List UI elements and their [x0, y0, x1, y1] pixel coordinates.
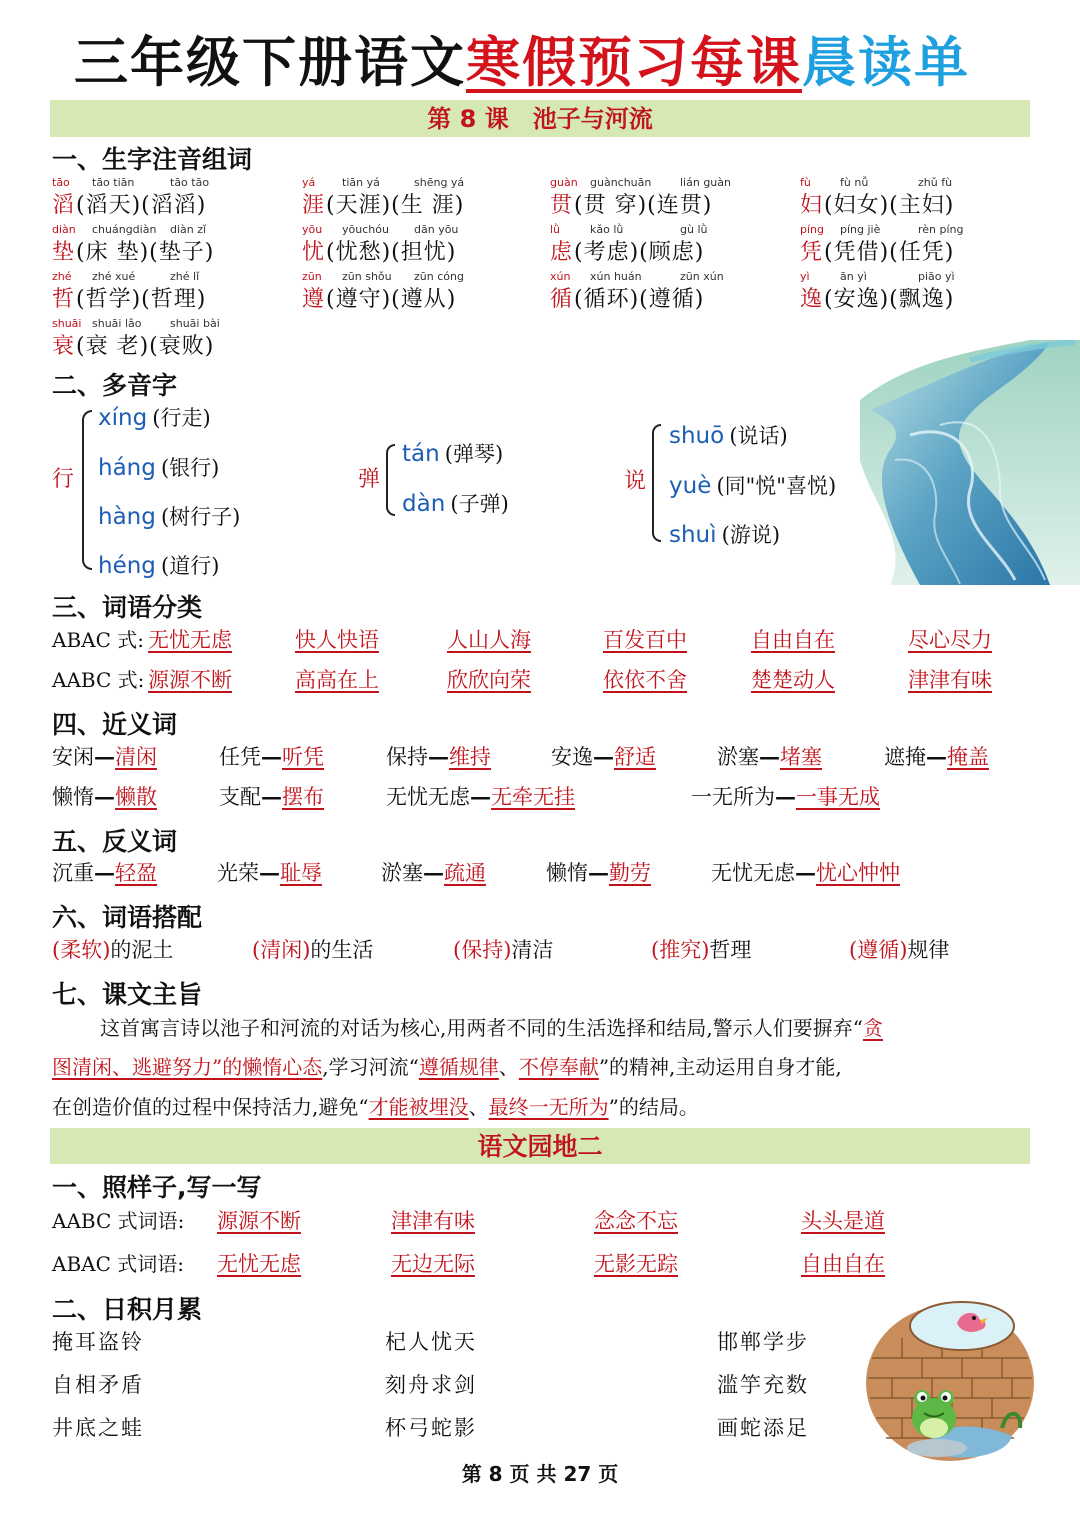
collocation-answer-word: 柔软 [60, 938, 103, 962]
answer-word: 源源不断 [148, 668, 232, 692]
synonym-pair [884, 741, 989, 771]
antonym-pair [711, 857, 900, 887]
pinyin-char: lǜ [550, 223, 561, 236]
pair-dash: — [795, 860, 816, 885]
pair-answer: 耻辱 [280, 861, 322, 885]
brace-shuo [652, 424, 661, 542]
pair-answer: 掩盖 [947, 745, 989, 769]
pinyin-word: tāo tiān [92, 176, 135, 189]
pinyin-word: piāo yì [918, 270, 955, 283]
pair-answer: 疏通 [444, 861, 486, 885]
pair-answer: 清闲 [115, 745, 157, 769]
pinyin-char: píng [800, 223, 824, 236]
vocab-words: (贯 穿)(连贯) [574, 193, 713, 218]
collocation-answer-word: 遵循 [857, 938, 900, 962]
idiom: 杯弓蛇影 [385, 1416, 477, 1440]
pair-answer: 堵塞 [780, 745, 822, 769]
synonym-pair [52, 741, 157, 771]
pair-word: 无忧无虑 [386, 785, 470, 809]
vocab-char: 滔 [52, 193, 76, 218]
pinyin-word: zhé lǐ [170, 270, 200, 283]
polyphone-entry: tán (弹琴) [402, 441, 504, 467]
vocab-words: (凭借)(任凭) [824, 240, 955, 265]
page-title [74, 28, 970, 98]
idiom: 杞人忧天 [385, 1330, 477, 1354]
vocab-char: 逸 [800, 287, 824, 312]
collocation-item [453, 934, 553, 964]
collocation-answer: ( [849, 938, 858, 962]
vocab-words: (忧愁)(担忧) [326, 240, 457, 265]
pair-word: 懒惰 [546, 861, 588, 885]
collocation-item [651, 934, 751, 964]
pinyin-word: tāo tāo [170, 176, 210, 189]
collocation-item [52, 934, 173, 964]
synonym-pair [219, 741, 324, 771]
synonym-pair [219, 781, 324, 811]
pair-dash: — [428, 744, 449, 769]
pair-dash: — [261, 784, 282, 809]
antonym-pair [217, 857, 322, 887]
collocation-item [849, 934, 949, 964]
section-5-heading: 五、反义词 [52, 827, 178, 856]
title-part-3: 晨读单 [802, 31, 970, 94]
pair-word: 安闲 [52, 745, 94, 769]
collocation-answer: ) [102, 938, 111, 962]
pinyin-word: kǎo lǜ [590, 223, 624, 236]
answer-word: 百发百中 [603, 628, 687, 652]
answer-word: 无边无际 [391, 1252, 475, 1276]
pinyin-word: ān yì [840, 270, 867, 283]
pair-word: 无忧无虑 [711, 861, 795, 885]
collocation-answer: ( [52, 938, 61, 962]
pair-dash: — [775, 784, 796, 809]
answer-word: 尽心尽力 [908, 628, 992, 652]
pair-answer: 维持 [449, 745, 491, 769]
pair-answer: 舒适 [614, 745, 656, 769]
vocab-words: (安逸)(飘逸) [824, 287, 955, 312]
pair-dash: — [759, 744, 780, 769]
vocab-char: 遵 [302, 287, 326, 312]
pair-word: 懒惰 [52, 785, 94, 809]
pair-dash: — [94, 860, 115, 885]
polyphone-entry: shuō (说话) [669, 423, 788, 449]
pinyin-word: dān yōu [414, 223, 459, 236]
vocab-words: (衰 老)(衰败) [76, 334, 215, 359]
synonym-pair [691, 781, 880, 811]
answer-word: 念念不忘 [594, 1209, 678, 1233]
antonym-pair [52, 857, 157, 887]
answer-word: 依依不舍 [603, 668, 687, 692]
answer-word: 自由自在 [751, 628, 835, 652]
brace-xing [82, 410, 92, 570]
pair-word: 淤塞 [717, 745, 759, 769]
collocation-answer-word: 保持 [461, 938, 504, 962]
pinyin-word: xún huán [590, 270, 642, 283]
garden-title: 语文园地二 [477, 1132, 603, 1161]
answer-word: 无忧无虑 [217, 1252, 301, 1276]
polyphone-entry: shuì (游说) [669, 522, 781, 548]
summary-line-1: 这首寓言诗以池子和河流的对话为核心,用两者不同的生活选择和结局,警示人们要摒弃“贪 [100, 1016, 883, 1040]
pair-word: 任凭 [219, 745, 261, 769]
pair-answer: 摆布 [282, 785, 324, 809]
pinyin-char: zūn [302, 270, 322, 283]
idiom: 掩耳盗铃 [52, 1330, 144, 1354]
pair-answer: 轻盈 [115, 861, 157, 885]
idiom: 滥竽充数 [717, 1373, 809, 1397]
pair-answer: 听凭 [282, 745, 324, 769]
polyphone-entry: xíng (行走) [98, 405, 211, 431]
pair-word: 一无所为 [691, 785, 775, 809]
pinyin-char: fù [800, 176, 811, 189]
lesson-title: 第 8 课 池子与河流 [427, 105, 653, 133]
antonym-pair [546, 857, 651, 887]
vocab-char: 哲 [52, 287, 76, 312]
pinyin-char: shuāi [52, 317, 82, 330]
pair-dash: — [588, 860, 609, 885]
pair-dash: — [470, 784, 491, 809]
polyphone-char-shuo: 说 [624, 469, 647, 494]
vocab-words: (滔天)(滔滔) [76, 193, 207, 218]
pinyin-word: tiān yá [342, 176, 380, 189]
idiom: 井底之蛙 [52, 1416, 144, 1440]
synonym-pair [386, 781, 575, 811]
pair-answer: 无牵无挂 [491, 785, 575, 809]
row-label: AABC 式词语: [52, 1209, 185, 1233]
row-label: ABAC 式: [52, 628, 144, 652]
section-4-heading: 四、近义词 [52, 710, 178, 739]
section-1-heading: 一、生字注音组词 [52, 145, 253, 174]
pinyin-char: yì [800, 270, 810, 283]
row-label: AABC 式: [52, 668, 145, 692]
pinyin-word: yōuchóu [342, 223, 389, 236]
vocab-char: 贯 [550, 193, 574, 218]
pinyin-char: yá [302, 176, 316, 189]
summary-line-3: 在创造价值的过程中保持活力,避免“才能被埋没、最终一无所为”的结局。 [52, 1095, 699, 1119]
page-footer: 第 8 页 共 27 页 [461, 1462, 619, 1486]
pair-dash: — [423, 860, 444, 885]
pinyin-word: diàn zǐ [170, 223, 207, 236]
vocab-char: 循 [550, 287, 574, 312]
vocab-words: (床 垫)(垫子) [76, 240, 215, 265]
pinyin-word: gù lǜ [680, 223, 708, 236]
vocab-words: (天涯)(生 涯) [326, 193, 465, 218]
pinyin-char: xún [550, 270, 571, 283]
polyphone-entry: háng (银行) [98, 455, 220, 481]
vocab-char: 忧 [302, 240, 326, 265]
vocab-char: 凭 [800, 240, 824, 265]
synonym-pair [52, 781, 157, 811]
vocab-char: 垫 [52, 240, 76, 265]
pair-dash: — [94, 784, 115, 809]
pair-answer: 懒散 [115, 785, 157, 809]
garden-section-2-heading: 二、日积月累 [52, 1295, 203, 1324]
answer-word: 津津有味 [908, 668, 992, 692]
synonym-pair [551, 741, 656, 771]
vocab-words: (遵守)(遵从) [326, 287, 457, 312]
section-2-heading: 二、多音字 [52, 371, 178, 400]
polyphone-entry: hàng (树行子) [98, 504, 241, 530]
pinyin-word: zūn shǒu [342, 270, 392, 283]
idiom: 刻舟求剑 [385, 1373, 477, 1397]
pinyin-word: shuāi lǎo [92, 317, 142, 330]
polyphone-char-dan: 弹 [358, 467, 381, 492]
title-part-2: 寒假预习每课 [466, 31, 802, 94]
collocation-rest: 清洁 [511, 938, 554, 962]
synonym-pair [717, 741, 822, 771]
answer-word: 源源不断 [217, 1209, 301, 1233]
pair-answer: 忧心忡忡 [816, 861, 900, 885]
collocation-rest: 哲理 [709, 938, 752, 962]
pinyin-word: chuángdiàn [92, 223, 157, 236]
collocation-answer: ) [701, 938, 710, 962]
pair-word: 安逸 [551, 745, 593, 769]
vocab-char: 衰 [52, 334, 76, 359]
answer-word: 快人快语 [295, 628, 379, 652]
pinyin-word: zhé xué [92, 270, 136, 283]
pair-dash: — [926, 744, 947, 769]
collocation-rest: 的泥土 [110, 938, 174, 962]
idiom: 邯郸学步 [717, 1330, 809, 1354]
pair-dash: — [261, 744, 282, 769]
pinyin-char: tāo [52, 176, 70, 189]
antonym-pair [381, 857, 486, 887]
pinyin-word: shuāi bài [170, 317, 220, 330]
pair-dash: — [259, 860, 280, 885]
answer-word: 自由自在 [801, 1252, 885, 1276]
collocation-answer: ) [302, 938, 311, 962]
vocab-words: (哲学)(哲理) [76, 287, 207, 312]
pair-word: 光荣 [217, 861, 259, 885]
pinyin-char: diàn [52, 223, 76, 236]
answer-word: 无忧无虑 [148, 628, 232, 652]
section-6-heading: 六、词语搭配 [52, 903, 203, 932]
idiom: 自相矛盾 [52, 1373, 144, 1397]
section-7-heading: 七、课文主旨 [52, 980, 203, 1009]
collocation-rest: 的生活 [310, 938, 374, 962]
polyphone-entry: héng (道行) [98, 553, 220, 579]
pair-word: 淤塞 [381, 861, 423, 885]
pinyin-word: guànchuān [590, 176, 652, 189]
pinyin-word: zhǔ fù [918, 176, 953, 189]
vocab-char: 涯 [302, 193, 326, 218]
collocation-answer-word: 推究 [659, 938, 702, 962]
answer-word: 楚楚动人 [751, 668, 835, 692]
pair-answer: 勤劳 [609, 861, 651, 885]
pinyin-char: zhé [52, 270, 72, 283]
title-part-1: 三年级下册语文 [74, 31, 466, 94]
polyphone-entry: dàn (子弹) [402, 491, 509, 517]
summary-line-2: 图清闲、逃避努力”的懒惰心态,学习河流“遵循规律、不停奉献”的精神,主动运用自身才能, [52, 1055, 842, 1079]
answer-word: 欣欣向荣 [447, 668, 531, 692]
pair-word: 保持 [386, 745, 428, 769]
vocab-words: (循环)(遵循) [574, 287, 705, 312]
idiom: 画蛇添足 [717, 1416, 809, 1440]
answer-word: 高高在上 [295, 668, 379, 692]
pair-answer: 一事无成 [796, 785, 880, 809]
section-3-heading: 三、词语分类 [52, 593, 203, 622]
collocation-item [252, 934, 373, 964]
frog-in-well-illustration [862, 1298, 1037, 1463]
brace-dan [386, 444, 395, 516]
river-illustration [850, 340, 1080, 585]
answer-word: 津津有味 [391, 1209, 475, 1233]
pinyin-word: píng jiè [840, 223, 881, 236]
collocation-answer-word: 清闲 [260, 938, 303, 962]
collocation-answer: ( [252, 938, 261, 962]
pinyin-word: fù nǚ [840, 176, 869, 189]
collocation-answer: ( [651, 938, 660, 962]
vocab-words: (妇女)(主妇) [824, 193, 955, 218]
collocation-rest: 规律 [907, 938, 950, 962]
pinyin-char: guàn [550, 176, 578, 189]
pinyin-word: zūn xún [680, 270, 724, 283]
vocab-words: (考虑)(顾虑) [574, 240, 705, 265]
pair-dash: — [94, 744, 115, 769]
answer-word: 人山人海 [447, 628, 531, 652]
answer-word: 无影无踪 [594, 1252, 678, 1276]
pair-dash: — [593, 744, 614, 769]
pinyin-word: rèn píng [918, 223, 964, 236]
pair-word: 遮掩 [884, 745, 926, 769]
pair-word: 沉重 [52, 861, 94, 885]
synonym-pair [386, 741, 491, 771]
vocab-char: 虑 [550, 240, 574, 265]
collocation-answer: ) [899, 938, 908, 962]
pinyin-char: yōu [302, 223, 323, 236]
pinyin-word: lián guàn [680, 176, 731, 189]
vocab-char: 妇 [800, 193, 824, 218]
pinyin-word: zūn cóng [414, 270, 464, 283]
collocation-answer: ) [503, 938, 512, 962]
collocation-answer: ( [453, 938, 462, 962]
garden-section-1-heading: 一、照样子,写一写 [52, 1173, 262, 1202]
answer-word: 头头是道 [801, 1209, 885, 1233]
row-label: ABAC 式词语: [52, 1252, 184, 1276]
pinyin-word: shēng yá [414, 176, 465, 189]
polyphone-char-xing: 行 [52, 467, 75, 492]
polyphone-entry: yuè (同"悦"喜悦) [669, 473, 837, 499]
pair-word: 支配 [219, 785, 261, 809]
